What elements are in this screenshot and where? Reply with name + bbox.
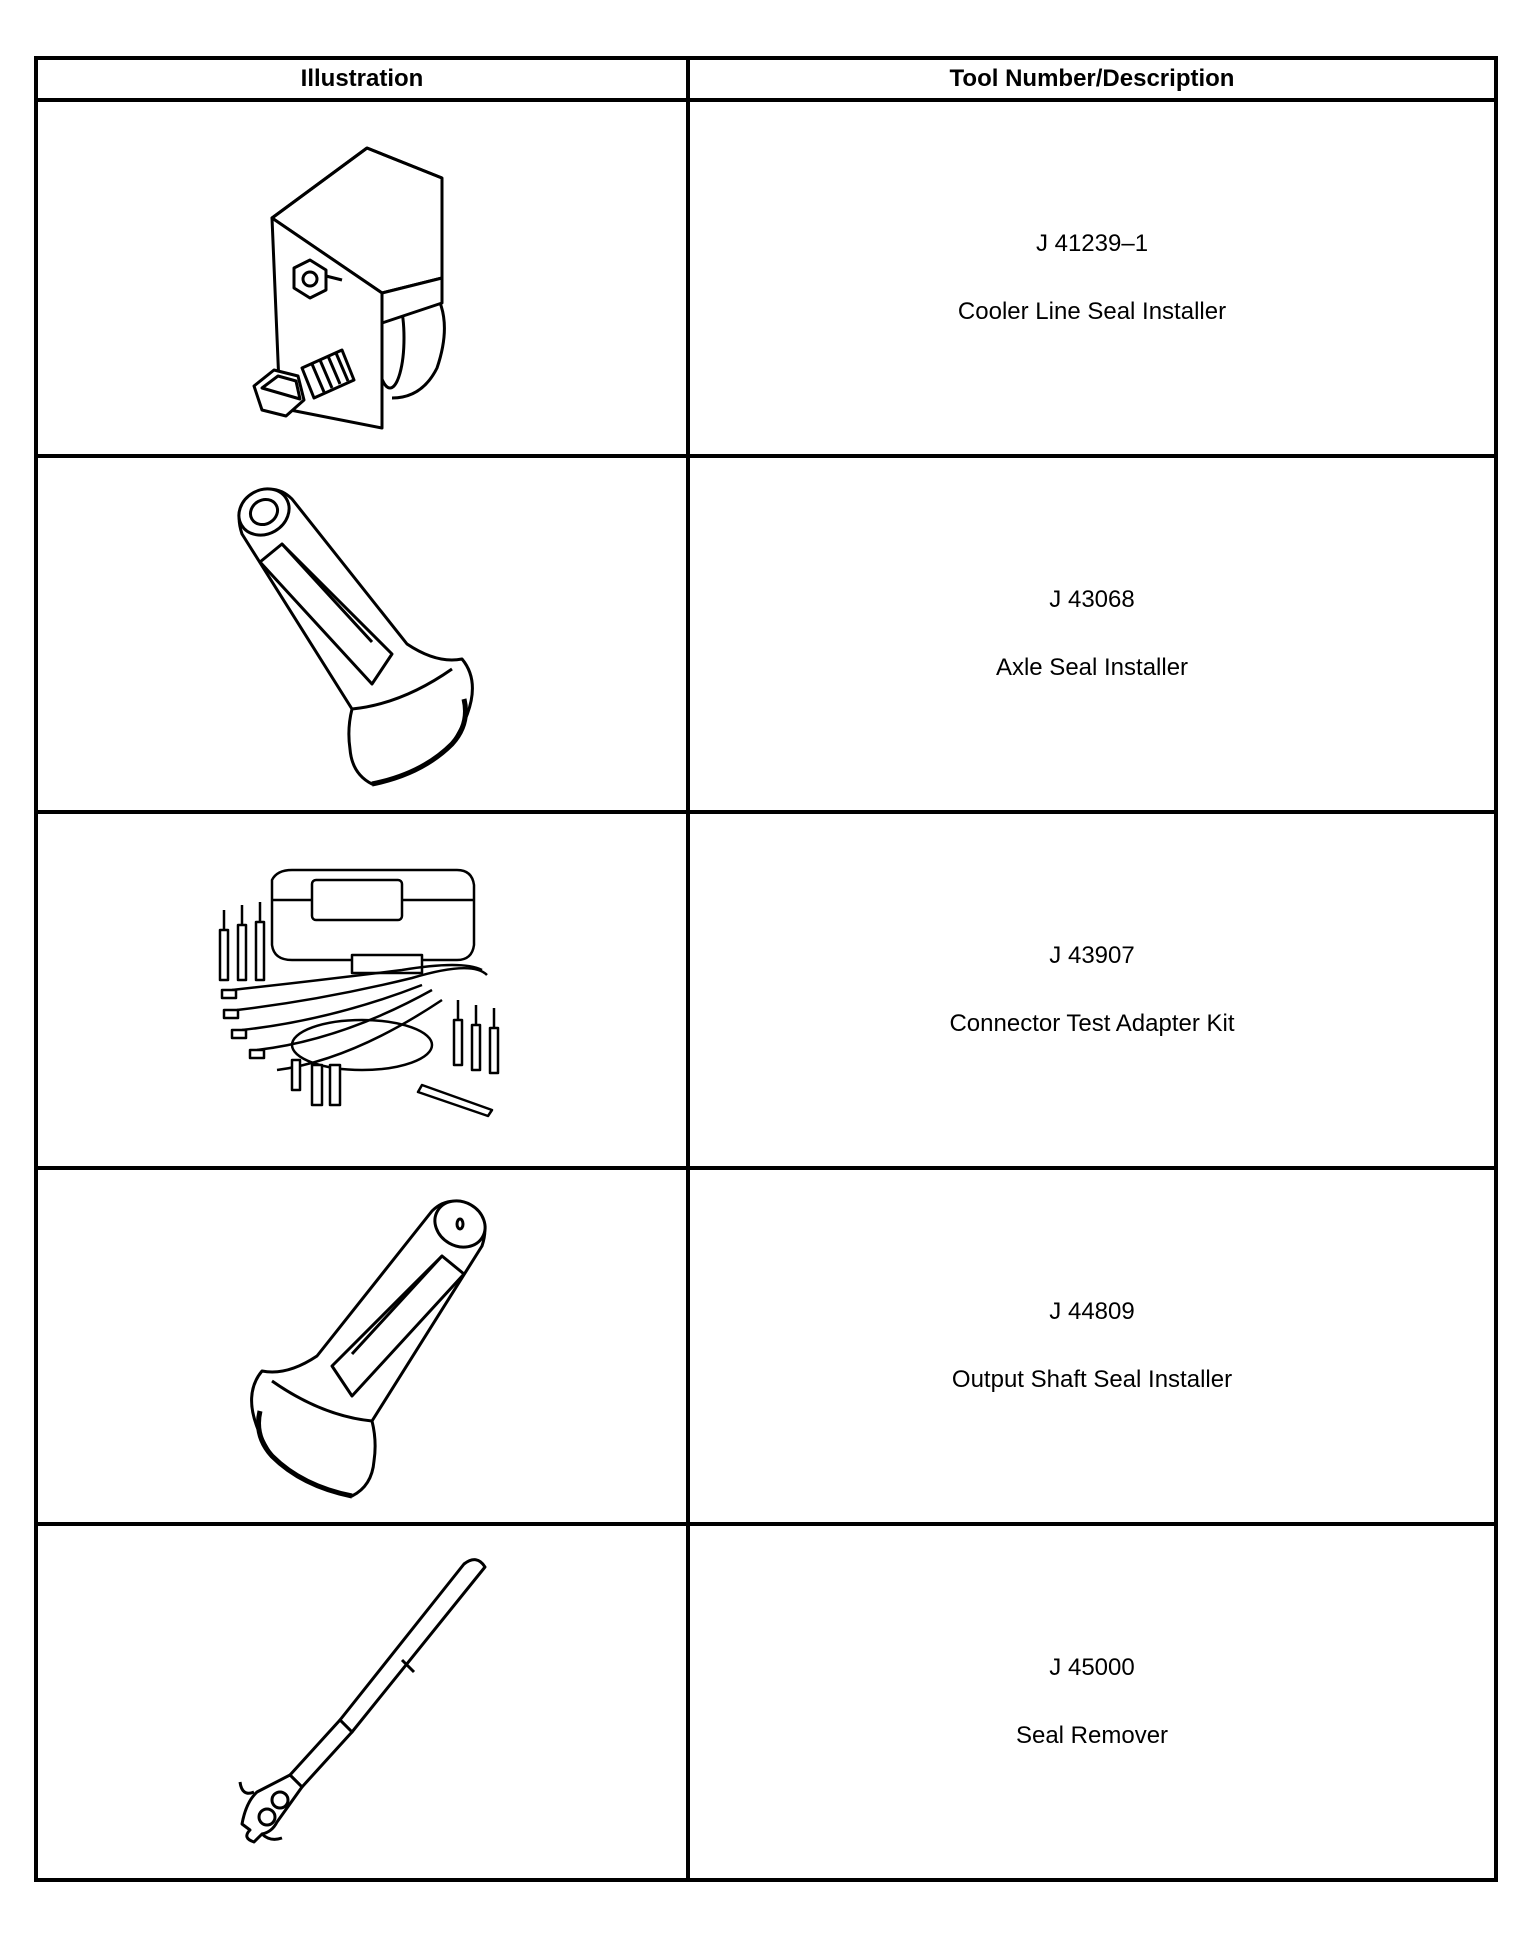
tool-description: Axle Seal Installer: [995, 654, 1189, 681]
tool-description: Cooler Line Seal Installer: [957, 298, 1227, 325]
axle-seal-installer-icon: [202, 474, 522, 794]
tool-number: J 43907: [1049, 942, 1135, 969]
tool-number: J 44809: [1049, 1298, 1135, 1325]
tool-number: J 43068: [1049, 586, 1135, 613]
output-shaft-seal-installer-icon: [202, 1186, 522, 1506]
connector-test-adapter-kit-icon: [202, 860, 522, 1120]
tool-cell: [688, 1168, 1496, 1524]
tool-cell: [688, 1524, 1496, 1880]
table-row: [36, 1524, 1496, 1880]
tool-cell: [688, 812, 1496, 1168]
illustration-cell: [36, 812, 688, 1168]
table-row: [36, 1168, 1496, 1524]
table-row: [36, 100, 1496, 456]
seal-remover-icon: [202, 1542, 522, 1862]
header-row: [36, 58, 1496, 100]
tool-cell: [688, 100, 1496, 456]
illustration-cell: [36, 1168, 688, 1524]
tool-description: Output Shaft Seal Installer: [951, 1366, 1233, 1393]
illustration-cell: [36, 1524, 688, 1880]
tool-number: J 41239–1: [1035, 230, 1149, 257]
cooler-line-seal-installer-icon: [232, 118, 492, 438]
tool-cell: [688, 456, 1496, 812]
table-row: [36, 456, 1496, 812]
header-tool-description: Tool Number/Description: [688, 58, 1496, 100]
header-illustration: Illustration: [36, 58, 688, 100]
tool-description: Connector Test Adapter Kit: [949, 1010, 1235, 1037]
tool-number: J 45000: [1049, 1654, 1135, 1681]
special-tools-table: [34, 56, 1498, 1882]
illustration-cell: [36, 456, 688, 812]
illustration-cell: [36, 100, 688, 456]
table-row: [36, 812, 1496, 1168]
tool-description: Seal Remover: [1015, 1722, 1169, 1749]
